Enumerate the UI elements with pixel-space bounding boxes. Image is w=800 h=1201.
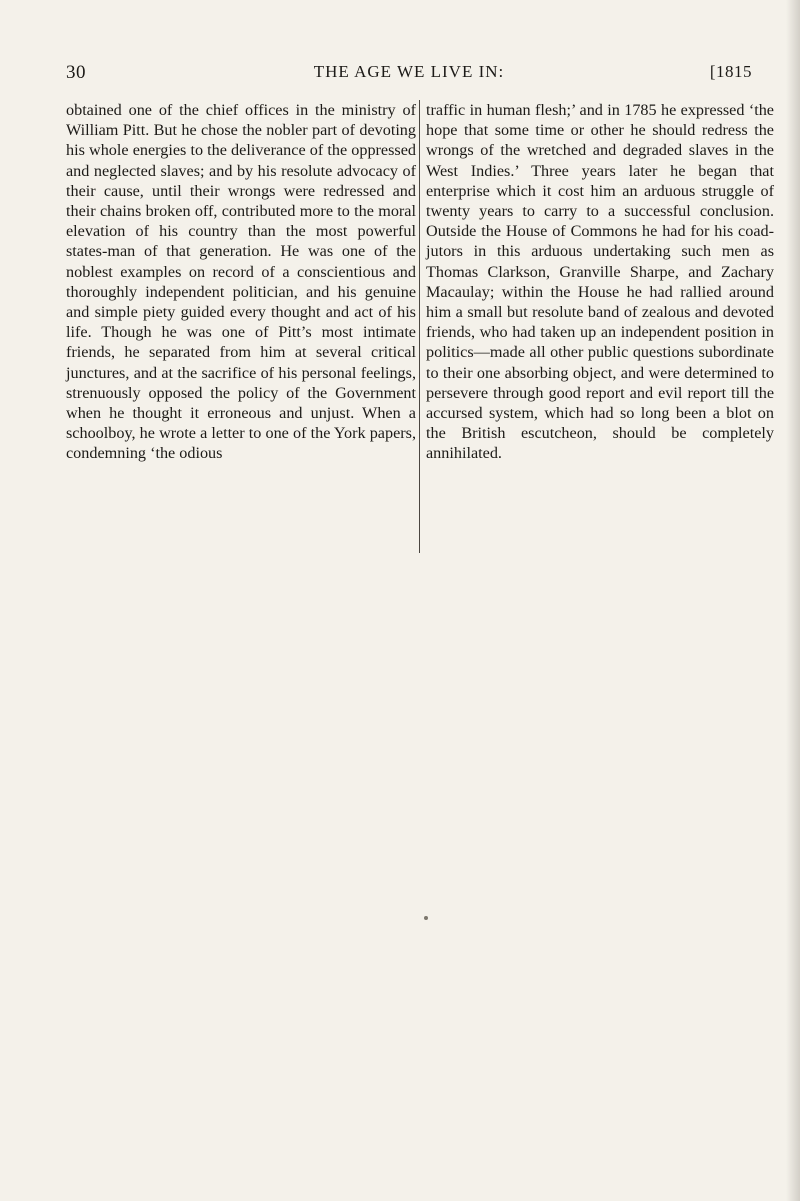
year-marker: [1815: [709, 62, 752, 81]
page-number: 30: [66, 62, 86, 83]
page-edge-shadow: [786, 0, 800, 1201]
page-header: [66, 62, 752, 88]
running-title: THE AGE WE LIVE IN:: [313, 62, 505, 81]
print-speck: [424, 916, 428, 920]
right-column-text: traffic in human flesh;’ and in 1785 he expressed ‘the hope that some time or other he should redress the wrongs of the wretched and degraded slaves in the West Indies.’ Three years later he began that enterprise which it cost him an arduous struggle of twenty years to carry to a successful conclusion. Outside the House of Commons he had for his coad-jutors in this arduous undertaking such men as Thomas Clarkson, Granville Sharpe, and Zachary Macaulay; within the House he had rallied around him a small but resolute band of zealous and devoted friends, who had taken up an independent position in politics—made all other public questions subordinate to their one absorbing object, and were determined to persevere through good report and evil report till the accursed system, which had so long been a blot on the British escutcheon, should be completely annihilated.: [426, 101, 774, 463]
column-divider: [419, 100, 420, 553]
left-column-text: obtained one of the chief offices in the ministry of William Pitt. But he chose the nobler part of devoting his whole energies to the deliverance of the oppressed and neglected slaves; and by his resolute advocacy of their cause, until their wrongs were redressed and their chains broken off, contributed more to the moral elevation of his country than the most powerful states-man of that generation. He was one of the noblest examples on record of a conscientious and thoroughly independent politician, and his genuine and simple piety guided every thought and act of his life. Though he was one of Pitt’s most intimate friends, he separated from him at several critical junctures, and at the sacrifice of his personal feelings, strenuously opposed the policy of the Government when he thought it erroneous and unjust. When a schoolboy, he wrote a letter to one of the York papers, condemning ‘the odious: [66, 101, 416, 463]
